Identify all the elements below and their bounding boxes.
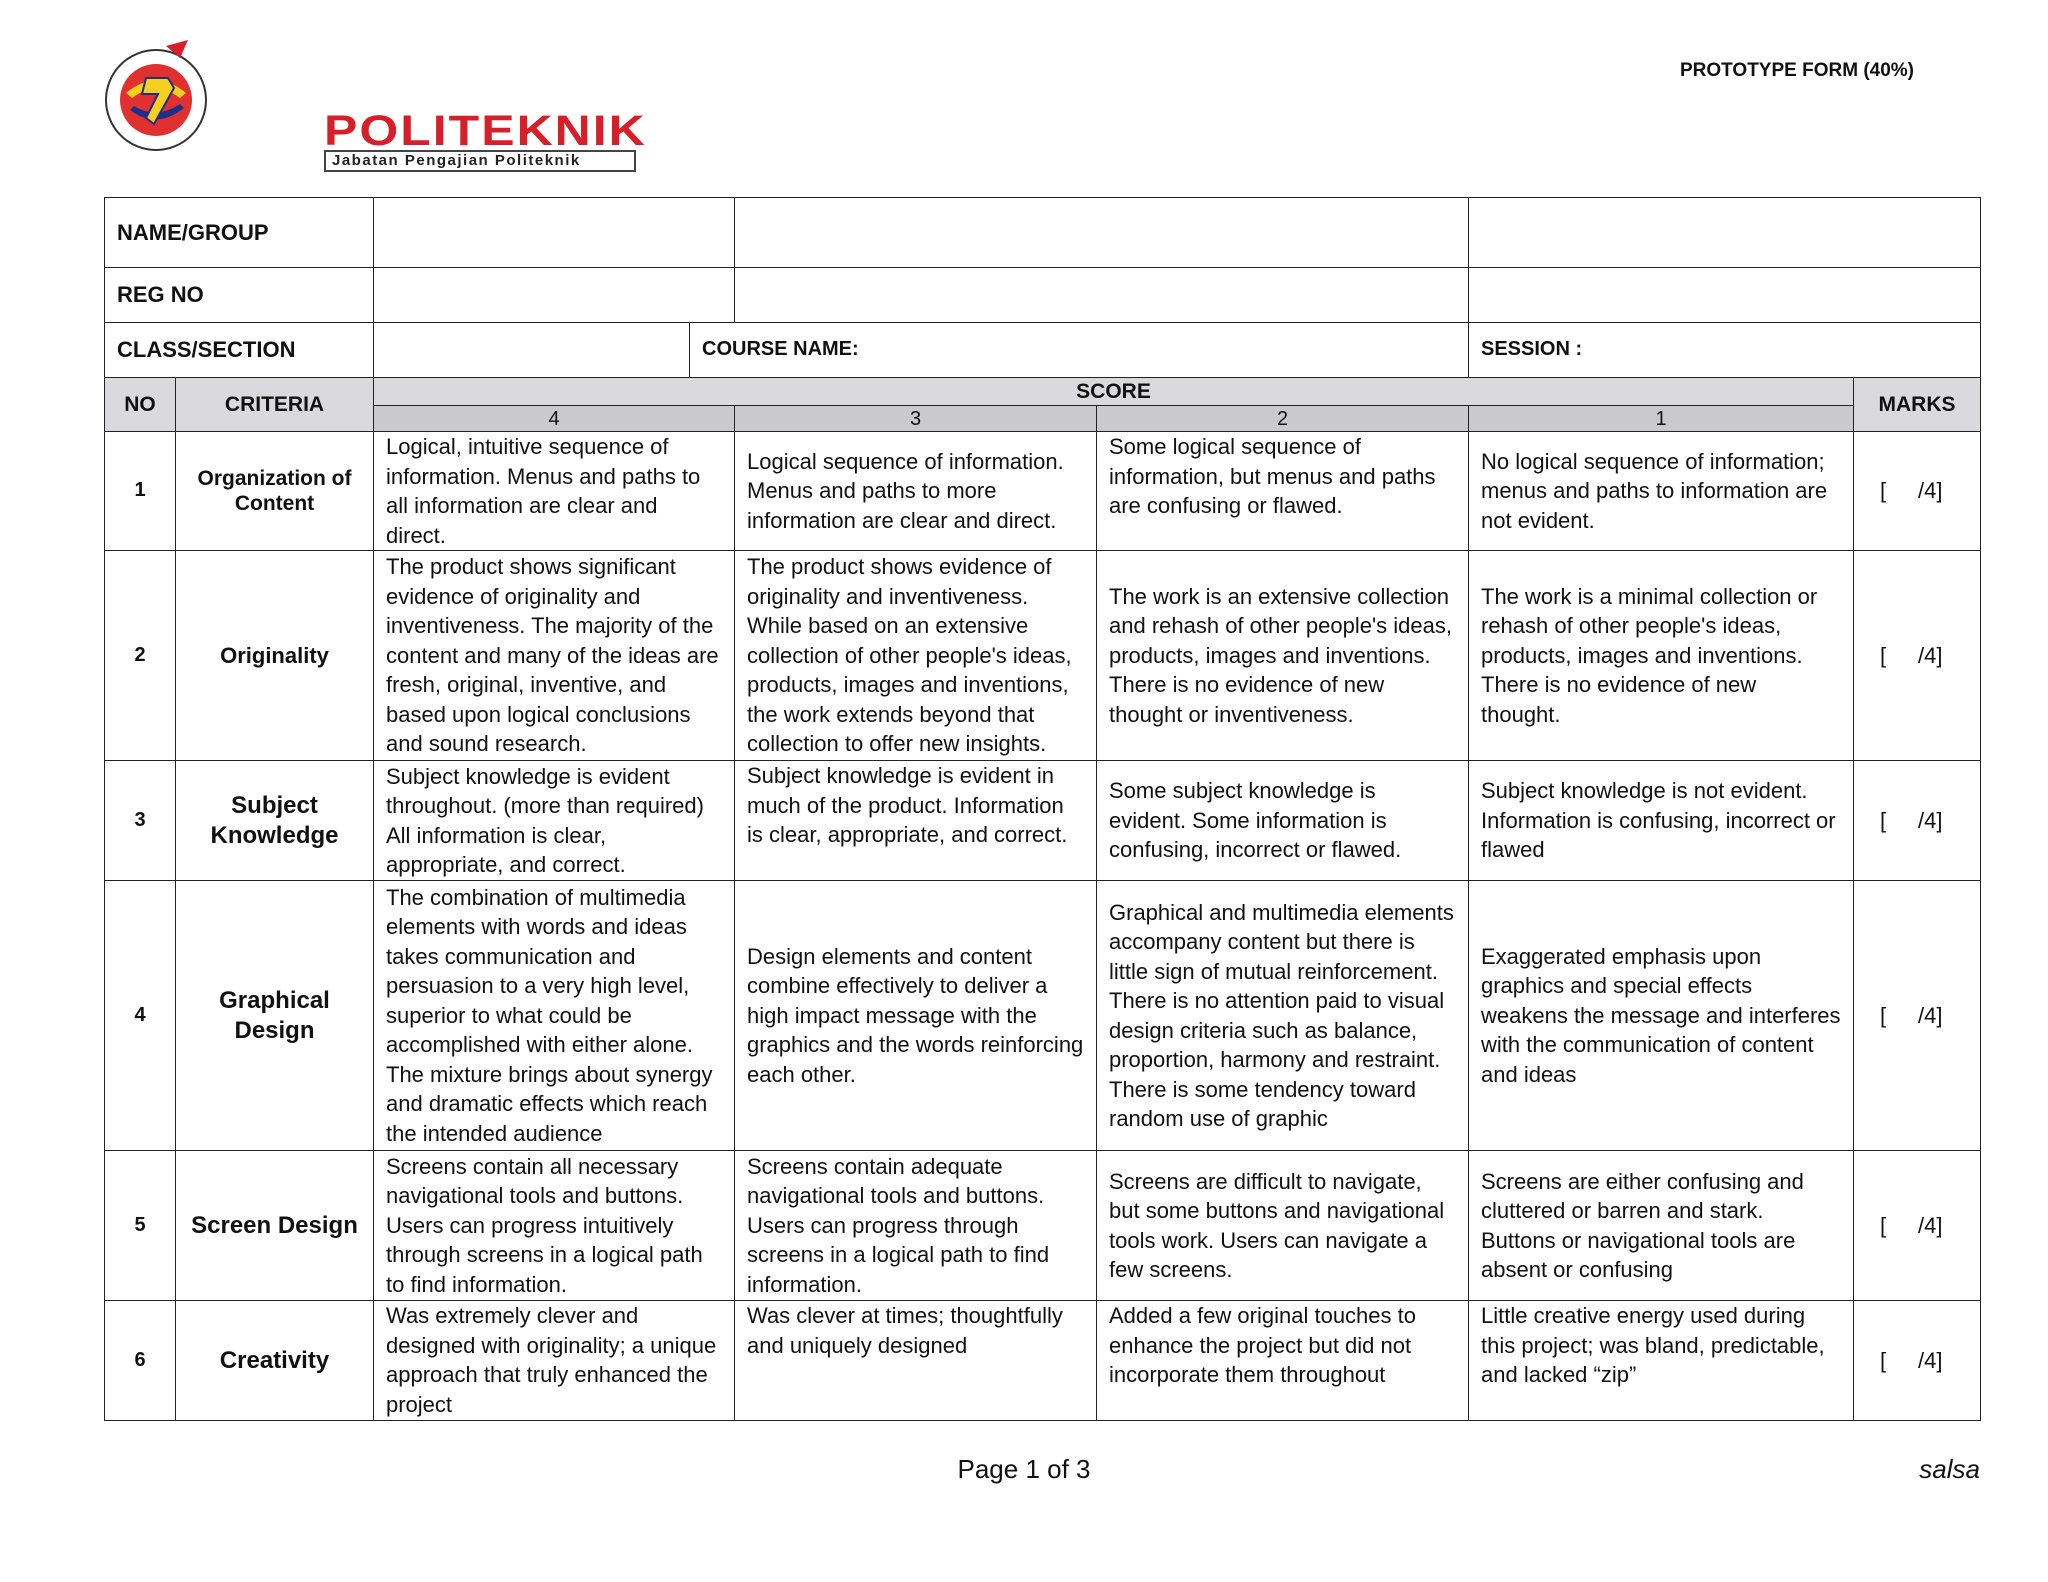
reg-field-2[interactable] bbox=[735, 268, 1469, 323]
name-group-label: NAME/GROUP bbox=[105, 198, 374, 268]
score-level-1: 1 bbox=[1469, 406, 1854, 432]
desc-score-1: Subject knowledge is not evident. Information is confusing, incorrect or flawed bbox=[1469, 761, 1854, 881]
mark-open: [ bbox=[1880, 642, 1887, 668]
desc-score-3: Was clever at times; thoughtfully and uniquely designed bbox=[735, 1301, 1097, 1421]
criteria-name: Graphical Design bbox=[176, 881, 374, 1151]
emblem-icon bbox=[96, 38, 216, 158]
desc-score-2: Screens are difficult to navigate, but some buttons and navigational tools work. Users can navigate a few screens. bbox=[1097, 1151, 1469, 1301]
mark-close: /4] bbox=[1918, 1347, 1943, 1373]
desc-score-2: Some logical sequence of information, but menus and paths are confusing or flawed. bbox=[1097, 432, 1469, 551]
name-group-row bbox=[105, 198, 1981, 268]
logo-subtitle: Jabatan Pengajian Politeknik bbox=[324, 150, 636, 172]
marks-cell[interactable] bbox=[1854, 432, 1981, 551]
criteria-row bbox=[105, 1151, 1981, 1301]
desc-score-4: Was extremely clever and designed with originality; a unique approach that truly enhanced the project bbox=[374, 1301, 735, 1421]
desc-score-3: Logical sequence of information. Menus and paths to more information are clear and direct. bbox=[735, 432, 1097, 551]
desc-score-2: Some subject knowledge is evident. Some information is confusing, incorrect or flawed. bbox=[1097, 761, 1469, 881]
row-number: 1 bbox=[105, 432, 176, 551]
reg-no-row bbox=[105, 268, 1981, 323]
desc-score-4: Logical, intuitive sequence of information. Menus and paths to all information are clear and direct. bbox=[374, 432, 735, 551]
marks-cell[interactable] bbox=[1854, 1301, 1981, 1421]
mark-close: /4] bbox=[1918, 478, 1943, 503]
desc-score-1: The work is a minimal collection or rehash of other people's ideas, products, images and inventions. There is no evidence of new thought. bbox=[1469, 551, 1854, 761]
mark-close: /4] bbox=[1918, 1212, 1943, 1238]
desc-score-4: The combination of multimedia elements with words and ideas takes communication and persuasion to a very high level, superior to what could be accomplished with either alone. The mixture brings about synergy and dramatic effects which reach the intended audience bbox=[374, 881, 735, 1151]
class-section-label: CLASS/SECTION bbox=[105, 323, 374, 378]
form-title: PROTOTYPE FORM (40%) bbox=[1679, 60, 1914, 81]
criteria-name: Screen Design bbox=[176, 1151, 374, 1301]
logo-wordmark: POLITEKNIK bbox=[324, 106, 647, 155]
mark-open: [ bbox=[1880, 807, 1887, 833]
score-level-3: 3 bbox=[735, 406, 1097, 432]
name-field-2[interactable] bbox=[735, 198, 1469, 268]
desc-score-2: The work is an extensive collection and rehash of other people's ideas, products, images and inventions. There is no evidence of new thought or inventiveness. bbox=[1097, 551, 1469, 761]
name-field-1[interactable] bbox=[374, 198, 735, 268]
marks-cell[interactable] bbox=[1854, 1151, 1981, 1301]
mark-open: [ bbox=[1880, 1212, 1887, 1238]
course-name-label[interactable]: COURSE NAME: bbox=[690, 323, 1469, 378]
marks-header: MARKS bbox=[1854, 378, 1981, 432]
header-row bbox=[105, 378, 1981, 406]
marks-cell[interactable] bbox=[1854, 761, 1981, 881]
criteria-row bbox=[105, 1301, 1981, 1421]
criteria-row bbox=[105, 881, 1981, 1151]
desc-score-1: No logical sequence of information; menus and paths to information are not evident. bbox=[1469, 432, 1854, 551]
score-level-4: 4 bbox=[374, 406, 735, 432]
no-header: NO bbox=[105, 378, 176, 432]
score-level-row bbox=[105, 406, 1981, 432]
criteria-name: Creativity bbox=[176, 1301, 374, 1421]
desc-score-3: Design elements and content combine effectively to deliver a high impact message with the graphics and the words reinforcing each other. bbox=[735, 881, 1097, 1151]
class-section-field[interactable] bbox=[374, 323, 690, 378]
desc-score-4: Subject knowledge is evident throughout. (more than required) All information is clear, appropriate, and correct. bbox=[374, 761, 735, 881]
desc-score-3: Subject knowledge is evident in much of the product. Information is clear, appropriate, and correct. bbox=[735, 761, 1097, 881]
session-label[interactable]: SESSION : bbox=[1469, 323, 1981, 378]
desc-score-1: Screens are either confusing and cluttered or barren and stark. Buttons or navigational tools are absent or confusing bbox=[1469, 1151, 1854, 1301]
mark-close: /4] bbox=[1918, 807, 1943, 833]
criteria-name: Organization of Content bbox=[176, 432, 374, 551]
reg-field-1[interactable] bbox=[374, 268, 735, 323]
score-header: SCORE bbox=[374, 378, 1854, 406]
desc-score-4: The product shows significant evidence of originality and inventiveness. The majority of the content and many of the ideas are fresh, original, inventive, and based upon logical conclusions and sound research. bbox=[374, 551, 735, 761]
mark-open: [ bbox=[1880, 478, 1887, 503]
desc-score-2: Graphical and multimedia elements accompany content but there is little sign of mutual reinforcement. There is no attention paid to visual design criteria such as balance, proportion, harmony and restraint. There is some tendency toward random use of graphic bbox=[1097, 881, 1469, 1151]
name-field-3[interactable] bbox=[1469, 198, 1981, 268]
row-number: 5 bbox=[105, 1151, 176, 1301]
page-number: Page 1 of 3 bbox=[957, 1454, 1091, 1484]
score-level-2: 2 bbox=[1097, 406, 1469, 432]
criteria-row bbox=[105, 432, 1981, 551]
mark-open: [ bbox=[1880, 1002, 1887, 1028]
criteria-row bbox=[105, 551, 1981, 761]
criteria-header: CRITERIA bbox=[176, 378, 374, 432]
rubric-table bbox=[104, 197, 1981, 1421]
reg-no-label: REG NO bbox=[105, 268, 374, 323]
row-number: 4 bbox=[105, 881, 176, 1151]
footer-signature: salsa bbox=[1919, 1454, 1980, 1484]
criteria-name: Originality bbox=[176, 551, 374, 761]
row-number: 2 bbox=[105, 551, 176, 761]
marks-cell[interactable] bbox=[1854, 881, 1981, 1151]
class-row bbox=[105, 323, 1981, 378]
desc-score-3: Screens contain adequate navigational tools and buttons. Users can progress through screens in a logical path to find information. bbox=[735, 1151, 1097, 1301]
reg-field-3[interactable] bbox=[1469, 268, 1981, 323]
politeknik-logo bbox=[96, 38, 647, 169]
desc-score-2: Added a few original touches to enhance the project but did not incorporate them throughout bbox=[1097, 1301, 1469, 1421]
criteria-row bbox=[105, 761, 1981, 881]
row-number: 6 bbox=[105, 1301, 176, 1421]
marks-cell[interactable] bbox=[1854, 551, 1981, 761]
desc-score-4: Screens contain all necessary navigational tools and buttons. Users can progress intuitively through screens in a logical path to find information. bbox=[374, 1151, 735, 1301]
desc-score-1: Little creative energy used during this project; was bland, predictable, and lacked “zip” bbox=[1469, 1301, 1854, 1421]
row-number: 3 bbox=[105, 761, 176, 881]
mark-close: /4] bbox=[1918, 1002, 1943, 1028]
desc-score-1: Exaggerated emphasis upon graphics and special effects weakens the message and interferes with the communication of content and ideas bbox=[1469, 881, 1854, 1151]
criteria-name: Subject Knowledge bbox=[176, 761, 374, 881]
mark-close: /4] bbox=[1918, 642, 1943, 668]
desc-score-3: The product shows evidence of originality and inventiveness. While based on an extensive collection of other people's ideas, products, images and inventions, the work extends beyond that collection to offer new insights. bbox=[735, 551, 1097, 761]
mark-open: [ bbox=[1880, 1347, 1887, 1373]
